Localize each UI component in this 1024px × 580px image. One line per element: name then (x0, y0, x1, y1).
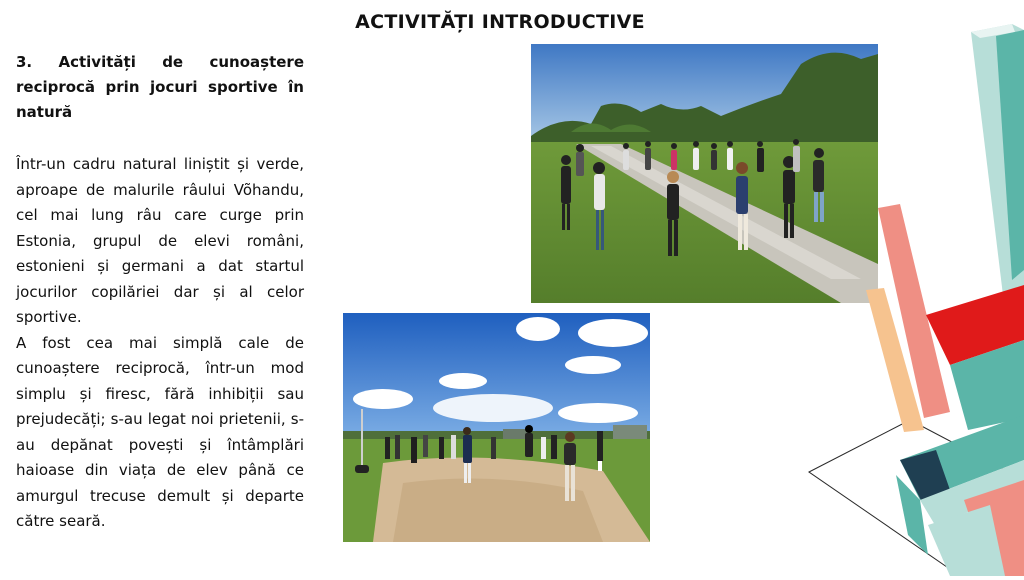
paragraph-1: Într-un cadru natural liniștit și verde, aproape de malurile râului Võhandu, cel mai lung râu care curge prin Estonia, grupul de elevi români, estonieni și germani a dat startul jocurilor copilăriei dar și al celor sportive. (16, 155, 304, 326)
decorative-blocks-graphic (800, 20, 1024, 576)
decorative-blocks (800, 20, 1024, 576)
body-text (16, 152, 304, 535)
paragraph-2: A fost cea mai simplă cale de cunoaștere reciprocă, într-un mod simplu și firesc, fără inhibiții sau prejudecăți; s-au legat noi prietenii, s-au depănat povești și întâmplări haioase din viața de elev până ce amurgul trecuse demult și departe către seară. (16, 333, 304, 530)
photo-group-field-image (343, 313, 650, 542)
section-heading: 3. Activități de cunoaștere reciprocă prin jocuri sportive în natură (16, 53, 304, 121)
photo-group-field (343, 313, 650, 542)
slide-title: ACTIVITĂȚI INTRODUCTIVE (355, 11, 645, 33)
